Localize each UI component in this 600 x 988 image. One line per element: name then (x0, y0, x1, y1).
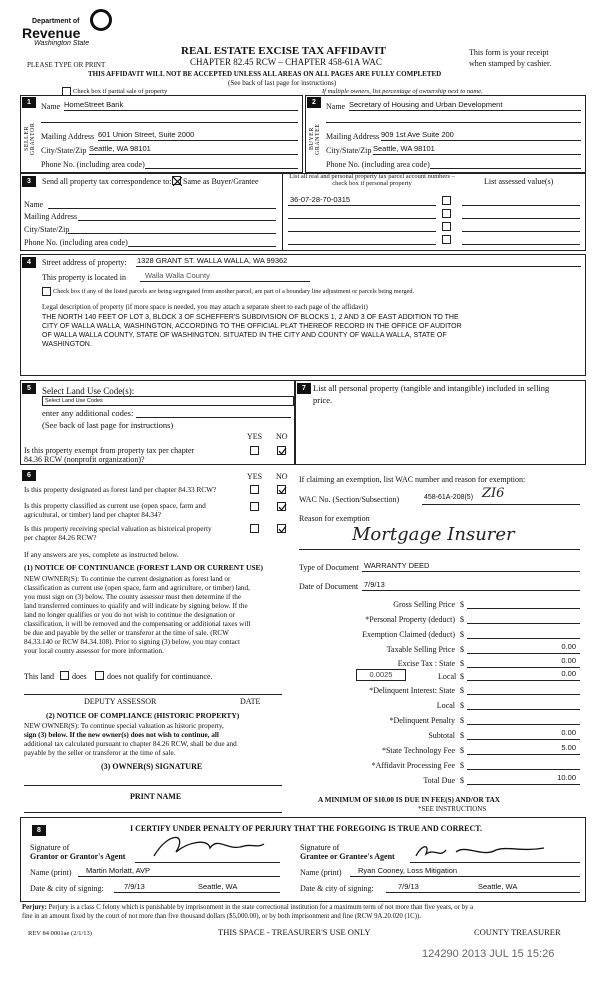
exemption-claimed-label: Exemption Claimed (deduct) (362, 630, 455, 639)
grantor-date-label: Date & city of signing: (30, 884, 104, 893)
exempt-q2: 84.36 RCW (nonprofit organization)? (24, 455, 145, 464)
taxable-value[interactable]: 0.00 (561, 642, 576, 651)
buyer-city-label: City/State/Zip (326, 146, 372, 155)
grantee-name-label: Name (print) (300, 868, 342, 877)
affidavit-fee-label: *Affidavit Processing Fee (371, 761, 455, 770)
seller-name-label: Name (41, 102, 61, 111)
continuance-title: (1) NOTICE OF CONTINUANCE (FOREST LAND OR CURRENT USE) (24, 563, 264, 572)
grantor-name[interactable]: Martin Morlatt, AVP (86, 866, 151, 875)
land-use-select[interactable] (42, 396, 294, 406)
total-due-value[interactable]: 10.00 (557, 773, 576, 782)
legal-line-3[interactable]: OF WALLA WALLA COUNTY, STATE OF WASHINGTON. SITUATED IN THE CITY AND COUNTY OF WALLA WALLA, STATE OF (42, 332, 447, 339)
historic-question-1: Is this property receiving special valuation as historical property (24, 524, 212, 533)
total-due-dollar: $ (460, 776, 464, 785)
subtotal-dollar: $ (460, 731, 464, 740)
rev-number: REV 84 0001ae (2/1/13) (28, 930, 92, 937)
grantor-sig-label-2: Grantor or Grantor's Agent (30, 852, 126, 861)
same-as-buyer-checkbox[interactable] (172, 176, 181, 185)
local-tax-dollar: $ (460, 672, 464, 681)
legal-line-1[interactable]: THE NORTH 140 FEET OF LOT 3, BLOCK 3 OF SCHEFFER'S SUBDIVISION OF BLOCKS 1, 2 AND 3 OF EAST ADDITION TO THE (42, 314, 459, 321)
reason-handwritten[interactable]: Mortgage Insurer (352, 524, 515, 545)
assessed-label: List assessed value(s) (484, 177, 554, 186)
compliance-line-2: sign (3) below. If the new owner(s) does not wish to continue, all (24, 731, 219, 739)
seller-phone-label: Phone No. (including area code) (41, 160, 145, 169)
exemption-label: If claiming an exemption, list WAC number and reason for exemption: (299, 475, 526, 484)
sec5-yes: YES (247, 432, 263, 441)
subtotal-value[interactable]: 0.00 (561, 728, 576, 737)
agency-state: Washington State (34, 40, 90, 47)
seller-city[interactable]: Seattle, WA 98101 (89, 144, 151, 153)
affidavit-fee-dollar: $ (460, 761, 464, 770)
delinquent-interest-local-dollar: $ (460, 701, 464, 710)
seller-name[interactable]: HomeStreet Bank (64, 100, 124, 109)
continuance-line-4: land transferred continues to qualify and will indicate by signing below. If the (24, 602, 248, 610)
sec6-no: NO (276, 472, 288, 481)
grantee-date[interactable]: 7/9/13 (398, 882, 419, 891)
county-treasurer: COUNTY TREASURER (474, 927, 561, 937)
delinquent-interest-state-label: *Delinquent Interest: State (369, 686, 455, 695)
grantee-sig-label-1: Signature of (300, 843, 340, 852)
section-3-number: 3 (22, 176, 36, 187)
delinquent-interest-local-label: Local (436, 701, 455, 710)
exemption-claimed-dollar: $ (460, 630, 464, 639)
delinquent-interest-state-dollar: $ (460, 686, 464, 695)
grantor-sig-label-1: Signature of (30, 843, 70, 852)
parcel-checkbox-2[interactable] (442, 209, 451, 218)
compliance-title: (2) NOTICE OF COMPLIANCE (HISTORIC PROPERTY) (46, 711, 240, 720)
taxable-label: Taxable Selling Price (386, 645, 455, 654)
tech-fee-dollar: $ (460, 746, 464, 755)
street-address[interactable]: 1328 GRANT ST. WALLA WALLA, WA 99362 (137, 256, 288, 265)
parcel-checkbox-4[interactable] (442, 235, 451, 244)
corr-name-label: Name (24, 200, 44, 209)
section-6-number: 6 (22, 470, 36, 481)
perjury-text: Perjury is a class C felony which is punishable by imprisonment in the state correctional institution for a maximum term of not more than five years, or by a (48, 904, 474, 911)
wac-handwritten: ZI6 (482, 486, 505, 501)
cashier-stamp: 124290 2013 JUL 15 15:26 (422, 948, 555, 960)
legal-line-4[interactable]: WASHINGTON. (42, 341, 92, 348)
see-instructions: *SEE INSTRUCTIONS (418, 805, 487, 813)
perjury-note (22, 904, 473, 912)
exempt-yes-checkbox[interactable] (250, 446, 259, 455)
gross-dollar: $ (460, 600, 464, 609)
continuance-line-2: classification as current use (open space, farm and agriculture, or timber) land, (24, 584, 250, 592)
grantor-date[interactable]: 7/9/13 (124, 882, 145, 891)
doc-type[interactable]: WARRANTY DEED (364, 561, 430, 570)
current-use-question-2: agricultural, or timber) land per chapter 84.34? (24, 510, 161, 519)
land-use-label: Select Land Use Code(s): (42, 386, 135, 396)
continuance-line-6: classification, it will be removed and the compensating or additional taxes will (24, 620, 251, 628)
corr-city-label: City/State/Zip (24, 225, 70, 234)
doc-type-label: Type of Document (299, 563, 359, 572)
continuance-line-9: your local county assessor for more information. (24, 647, 164, 655)
personal-property-label-2: price. (313, 395, 333, 405)
personal-property-label-1: List all personal property (tangible and intangible) included in selling (313, 383, 550, 393)
perjury-bold: Perjury: (22, 904, 47, 911)
current-use-no-checkbox[interactable] (277, 502, 286, 511)
partial-sale-label: Check box if partial sale of property (73, 88, 168, 95)
this-land-label: This land (24, 672, 54, 681)
continuance-line-1: NEW OWNER(S): To continue the current designation as forest land or (24, 575, 231, 583)
grantor-city[interactable]: Seattle, WA (198, 882, 238, 891)
doc-date[interactable]: 7/9/13 (364, 580, 385, 589)
seller-city-label: City/State/Zip (41, 146, 87, 155)
corr-phone-label: Phone No. (including area code) (24, 238, 128, 247)
minimum-note: A MINIMUM OF $10.00 IS DUE IN FEE(S) AND/OR TAX (318, 796, 500, 804)
form-title: REAL ESTATE EXCISE TAX AFFIDAVIT (181, 45, 386, 57)
taxable-dollar: $ (460, 645, 464, 654)
tech-fee-label: *State Technology Fee (381, 746, 455, 755)
see-back: (See back of last page for instructions) (228, 79, 337, 87)
grantor-signature[interactable] (148, 828, 268, 864)
grantee-date-label: Date & city of signing: (300, 884, 374, 893)
warning-text: THIS AFFIDAVIT WILL NOT BE ACCEPTED UNLESS ALL AREAS ON ALL PAGES ARE FULLY COMPLETED (88, 70, 442, 78)
personal-dollar: $ (460, 615, 464, 624)
compliance-line-1: NEW OWNER(S): To continue special valuation as historic property, (24, 722, 224, 730)
form-chapter: CHAPTER 82.45 RCW – CHAPTER 458-61A WAC (190, 57, 382, 67)
grantee-signature[interactable] (412, 838, 552, 864)
legal-line-2[interactable]: CITY OF WALLA WALLA, WASHINGTON, ACCORDING TO THE OFFICIAL PLAT THEREOF RECORD IN THE OFFICE OF AUDITOR (42, 323, 462, 330)
land-use-select-value: Select Land Use Codes (45, 398, 103, 404)
segregated-label: Check box if any of the listed parcels are being segregated from another parcel, are part of a boundary line adjustment or parcels being merged. (53, 288, 415, 295)
buyer-side-label: BUYER GRANTEE (309, 123, 321, 155)
reason-label: Reason for exemption (299, 514, 370, 523)
historic-question-2: per chapter 84.26 RCW? (24, 533, 97, 542)
corr-mailing-label: Mailing Address (24, 212, 78, 221)
seller-side-label: SELLER GRANTOR (24, 122, 36, 156)
multiple-owners-note: If multiple owners, list percentage of ownership next to name. (322, 88, 483, 95)
sec5-no: NO (276, 432, 288, 441)
receipt-line-1: This form is your receipt (469, 48, 549, 57)
section-2-number: 2 (307, 97, 321, 108)
current-use-yes-checkbox[interactable] (250, 502, 259, 511)
certify-text: I CERTIFY UNDER PENALTY OF PERJURY THAT THE FOREGOING IS TRUE AND CORRECT. (130, 824, 483, 833)
historic-yes-checkbox[interactable] (250, 524, 259, 533)
seller-address-label: Mailing Address (41, 132, 95, 141)
does-checkbox[interactable] (60, 671, 69, 680)
continuance-line-5: land no longer qualifies or you do not wish to continue the designation or (24, 611, 235, 619)
logo-seal-icon (90, 9, 112, 31)
section-1-number: 1 (22, 97, 36, 108)
owner-signature-label: (3) OWNER(S) SIGNATURE (101, 762, 203, 771)
exempt-no-checkbox[interactable] (277, 446, 286, 455)
delinquent-penalty-dollar: $ (460, 716, 464, 725)
state-tax-dollar: $ (460, 659, 464, 668)
section-8-number: 8 (32, 825, 46, 836)
grantor-name-label: Name (print) (30, 868, 72, 877)
historic-no-checkbox[interactable] (277, 524, 286, 533)
does-not-checkbox[interactable] (95, 671, 104, 680)
parcel-checkbox-1[interactable] (442, 196, 451, 205)
correspondence-label: Send all property tax correspondence to: (42, 177, 172, 186)
buyer-name[interactable]: Secretary of Housing and Urban Development (349, 100, 503, 109)
buyer-address[interactable]: 909 1st Ave Suite 200 (381, 130, 454, 139)
section-4-number: 4 (22, 257, 36, 268)
wac-label: WAC No. (Section/Subsection) (299, 495, 400, 504)
forest-yes-checkbox[interactable] (250, 485, 259, 494)
grantee-sig-label-2: Grantee or Grantee's Agent (300, 852, 395, 861)
sec5-seeback: (See back of last page for instructions) (42, 420, 174, 430)
buyer-address-label: Mailing Address (326, 132, 380, 141)
forest-question: Is this property designated as forest land per chapter 84.33 RCW? (24, 485, 217, 494)
delinquent-penalty-label: *Delinquent Penalty (389, 716, 455, 725)
agency-name: Revenue (22, 25, 81, 41)
tech-fee-value[interactable]: 5.00 (561, 743, 576, 752)
agency-department: Department of (32, 18, 80, 25)
continuance-line-3: you must sign on (3) below. The county assessor must then determine if the (24, 593, 241, 601)
exempt-q1: Is this property exempt from property tax per chapter (24, 446, 195, 455)
treasurer-use-only: THIS SPACE - TREASURER'S USE ONLY (218, 927, 371, 937)
receipt-line-2: when stamped by cashier. (469, 59, 552, 68)
continuance-line-7: be due and payable by the seller or transferor at the time of sale. (RCW (24, 629, 229, 637)
local-rate-box[interactable] (356, 669, 406, 681)
list-parcel-label: List all real and personal property tax parcel account numbers – check box if personal property (289, 173, 455, 188)
legal-label: Legal description of property (if more space is needed, you may attach a separate sheet to each page of the affidavit) (42, 303, 368, 311)
segregated-checkbox[interactable] (42, 287, 51, 296)
section-5-number: 5 (22, 383, 36, 394)
located-label: This property is located in (42, 273, 126, 282)
doc-date-label: Date of Document (299, 582, 359, 591)
local-tax-label: Local (438, 672, 457, 681)
continuance-line-8: 84.33.140 or RCW 84.34.108). Prior to signing (3) below, you may contact (24, 638, 240, 646)
buyer-city[interactable]: Seattle, WA 98101 (373, 144, 435, 153)
forest-no-checkbox[interactable] (277, 485, 286, 494)
personal-label: *Personal Property (deduct) (365, 615, 455, 624)
buyer-phone-label: Phone No. (including area code) (326, 160, 430, 169)
section-7-number: 7 (297, 383, 311, 394)
if-any-yes: If any answers are yes, complete as instructed below. (24, 550, 179, 559)
deputy-date-label: DATE (240, 697, 261, 706)
compliance-line-3: additional tax calculated pursuant to chapter 84.26 RCW, shall be due and (24, 740, 237, 748)
state-tax-label: Excise Tax : State (397, 659, 455, 668)
current-use-question-1: Is this property classified as current use (open space, farm and (24, 501, 206, 510)
subtotal-label: Subtotal (428, 731, 455, 740)
deputy-assessor-label: DEPUTY ASSESSOR (84, 697, 157, 706)
street-label: Street address of property: (42, 258, 127, 267)
grantee-name[interactable]: Ryan Cooney, Loss Mitigation (358, 866, 458, 875)
gross-label: Gross Selling Price (393, 600, 455, 609)
parcel-number[interactable]: 36-07-28-70-0315 (290, 195, 351, 204)
does-label: does (72, 672, 87, 681)
additional-codes-label: enter any additional codes: (42, 408, 134, 418)
local-rate: 0.0025 (369, 670, 393, 679)
print-name-label: PRINT NAME (130, 792, 182, 801)
does-not-label: does not qualify for continuance. (107, 672, 213, 681)
sec6-yes: YES (247, 472, 263, 481)
same-as-buyer-label: Same as Buyer/Grantee (183, 177, 259, 186)
total-due-label: Total Due (423, 776, 455, 785)
please-type: PLEASE TYPE OR PRINT (27, 61, 106, 69)
buyer-name-label: Name (326, 102, 346, 111)
located-county[interactable]: Walla Walla County (145, 271, 210, 280)
local-tax-value[interactable]: 0.00 (561, 669, 576, 678)
state-tax-value[interactable]: 0.00 (561, 656, 576, 665)
compliance-line-4: payable by the seller or transferor at the time of sale. (24, 749, 176, 757)
parcel-checkbox-3[interactable] (442, 222, 451, 231)
seller-address[interactable]: 601 Union Street, Suite 2000 (98, 130, 195, 139)
perjury-note-2: fine in an amount fixed by the court of not more than five thousand dollars ($5,000.00), or by both imprisonment and fine (RCW 9A.20.020 (1C)). (22, 913, 421, 920)
wac-number[interactable]: 458-61A-208(5) (424, 494, 474, 501)
grantee-city[interactable]: Seattle, WA (478, 882, 518, 891)
